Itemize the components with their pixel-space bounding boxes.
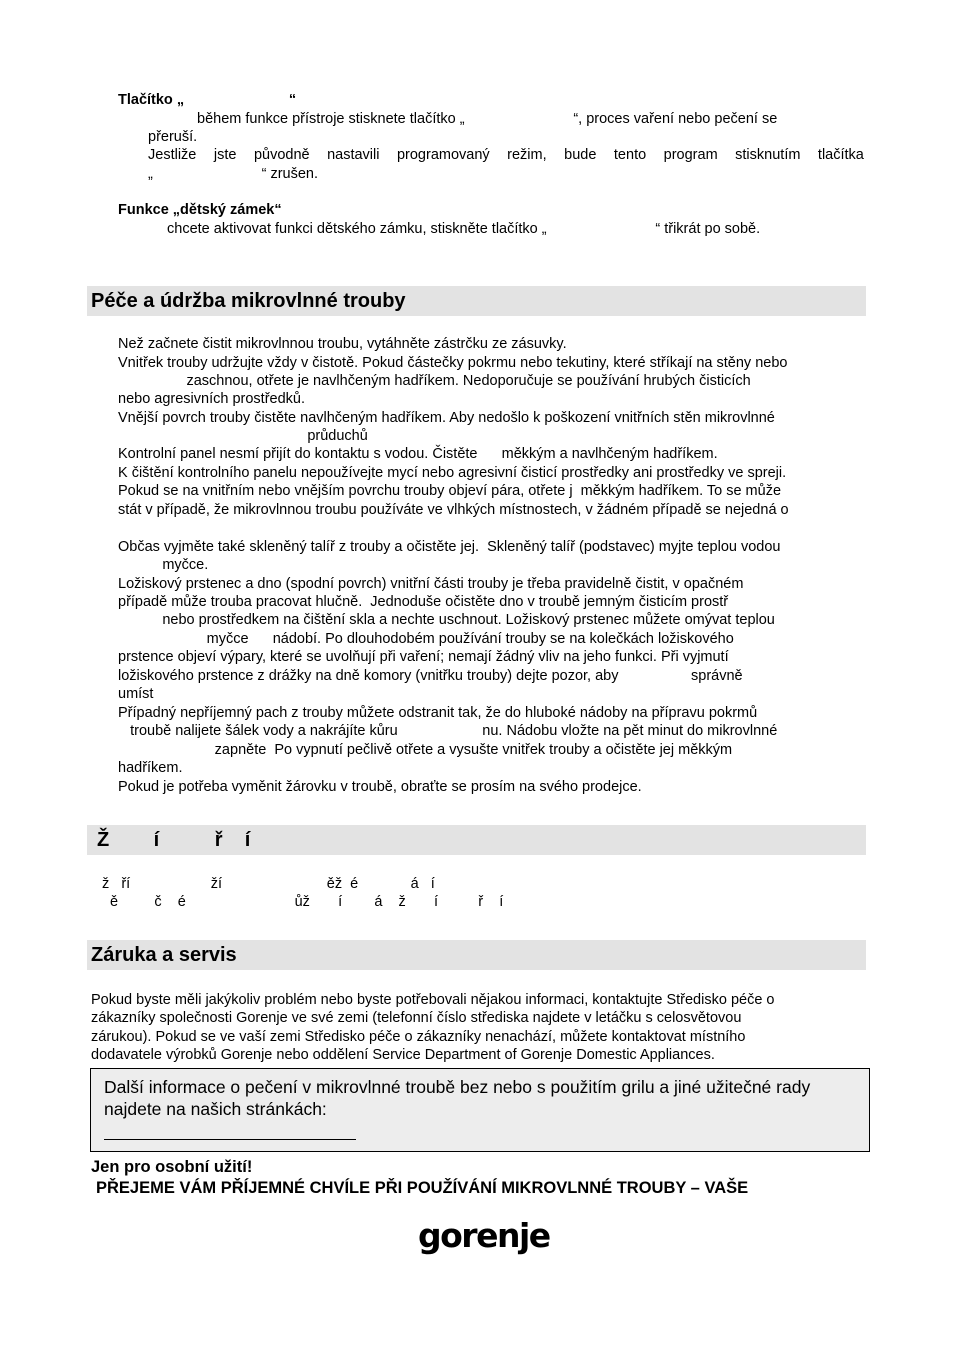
care-line: zapněte Po vypnutí pečlivě otřete a vysušte vnitřek trouby a očistěte jej měkkým	[118, 742, 733, 758]
care-line: nebo agresivních prostředků.	[118, 391, 305, 407]
word: původně	[253, 147, 310, 163]
word: program	[663, 147, 718, 163]
care-line: troubě nalijete šálek vody a nakrájíte kůru nu. Nádobu vložte na pět minut do mikrovlnné	[118, 723, 778, 739]
tlacitko-line-1: během funkce přístroje stisknete tlačítko „ “, proces vaření nebo pečení se	[197, 111, 778, 127]
tlacitko-justified-line	[148, 146, 864, 164]
care-line: myčce nádobí. Po dlouhodobém používání trouby se na kolečkách ložiskového	[118, 631, 734, 647]
care-line: Ložiskový prstenec a dno (spodní povrch) vnitřní části trouby je třeba pravidelně čistit, v opačném	[118, 576, 744, 592]
word: programovaný	[396, 147, 490, 163]
personal-use-note: Jen pro osobní užití!	[91, 1158, 253, 1176]
care-line: prstence objeví výpary, které se uvolňují při vaření; nemají žádný vliv na jeho funkci. Při vyjmutí	[118, 649, 729, 665]
warranty-section-header	[87, 940, 866, 970]
word: režim,	[507, 147, 547, 163]
care-line: hadříkem.	[118, 760, 183, 776]
environment-section-title: Ž í ř í	[97, 829, 251, 851]
warranty-line-2: zákazníky společnosti Gorenje ve své zemi (telefonní číslo střediska najdete v letáčku s celosvětovou	[91, 1010, 742, 1026]
website-underline	[104, 1139, 356, 1140]
care-line: Pokud je potřeba vyměnit žárovku v troubě, obraťte se prosím na svého prodejce.	[118, 779, 642, 795]
care-line: průduchů	[118, 428, 368, 444]
care-line: Pokud se na vnitřním nebo vnějším povrchu trouby objeví pára, otřete j měkkým hadříkem. To se může	[118, 483, 782, 499]
care-line: nebo prostředkem na čištění skla a nechte uschnout. Ložiskový prstenec můžete omývat teplou	[118, 612, 775, 628]
care-line: Případný nepříjemný pach z trouby můžete odstranit tak, že do hluboké nádoby na přípravu pokrmů	[118, 705, 758, 721]
info-box-text: Další informace o pečení v mikrovlnné troubě bez nebo s použitím grilu a jiné užitečné rady najdete na našich stránkách:	[104, 1077, 811, 1119]
tlacitko-line-2: přeruší.	[148, 129, 198, 145]
care-line: stát v případě, že mikrovlnnou troubu používáte ve vlhkých místnostech, v žádném případě se nejedná o	[118, 502, 789, 518]
word: tlačítka	[817, 147, 864, 163]
tlacitko-line-zruseni: „ “ zrušen.	[148, 166, 319, 182]
care-line: K čištění kontrolního panelu nepoužívejte mycí nebo agresivní čisticí prostředky ani prostředky ve spreji.	[118, 465, 787, 481]
child-lock-line: chcete aktivovat funkci dětského zámku, stiskněte tlačítko „ “ třikrát po sobě.	[167, 221, 761, 237]
word: jste	[213, 147, 237, 163]
child-lock-heading: Funkce „dětský zámek“	[118, 202, 282, 218]
warranty-section-title: Záruka a servis	[91, 944, 237, 966]
gorenje-logo: gorenje	[418, 1216, 550, 1255]
environment-section-header	[87, 825, 866, 855]
care-section-header	[87, 286, 866, 316]
environment-line-2: ě č é ůž í á ž í ř í	[102, 894, 504, 910]
word: bude	[564, 147, 597, 163]
word: tento	[613, 147, 647, 163]
warranty-line-4: dodavatele výrobků Gorenje nebo oddělení Service Department of Gorenje Domestic Appliances.	[91, 1047, 715, 1063]
care-section-title: Péče a údržba mikrovlnné trouby	[91, 290, 406, 312]
warranty-line-3: zárukou). Pokud se ve vaší zemi Středisko péče o zákazníky nenachází, můžete kontaktovat místního	[91, 1029, 746, 1045]
care-line: zaschnou, otřete je navlhčeným hadříkem. Nedoporučuje se používání hrubých čisticích	[118, 373, 751, 389]
warranty-line-1: Pokud byste měli jakýkoliv problém nebo byste potřebovali nějakou informaci, kontaktujte Středisko péče o	[91, 992, 775, 1008]
word: stisknutím	[735, 147, 801, 163]
care-line: Vnitřek trouby udržujte vždy v čistotě. Pokud částečky pokrmu nebo tekutiny, které stříkají na stěny nebo	[118, 355, 788, 371]
closing-wish: PŘEJEME VÁM PŘÍJEMNÉ CHVÍLE PŘI POUŽÍVÁNÍ MIKROVLNNÉ TROUBY – VAŠE	[96, 1179, 749, 1197]
tlacitko-heading: Tlačítko „ “	[118, 92, 297, 108]
care-line: umíst	[118, 686, 154, 702]
care-line: Vnější povrch trouby čistěte navlhčeným hadříkem. Aby nedošlo k poškození vnitřních stěn mikrovlnné	[118, 410, 775, 426]
info-box	[90, 1068, 870, 1152]
care-line: případě může trouba pracovat hlučně. Jednoduše očistěte dno v troubě jemným čisticím prostř	[118, 594, 729, 610]
word: nastavili	[327, 147, 380, 163]
environment-line-1: ž ří ží ěž é á í	[102, 876, 435, 892]
care-line: Kontrolní panel nesmí přijít do kontaktu s vodou. Čistěte měkkým a navlhčeným hadříkem.	[118, 446, 718, 462]
care-line: Než začnete čistit mikrovlnnou troubu, vytáhněte zástrčku ze zásuvky.	[118, 336, 567, 352]
care-line: myčce.	[118, 557, 209, 573]
word: Jestliže	[148, 147, 197, 163]
care-line: ložiskového prstence z drážky na dně komory (vnitřku trouby) dejte pozor, aby správně	[118, 668, 743, 684]
care-line: Občas vyjměte také skleněný talíř z trouby a očistěte jej. Skleněný talíř (podstavec) myjte teplou vodou	[118, 539, 781, 555]
